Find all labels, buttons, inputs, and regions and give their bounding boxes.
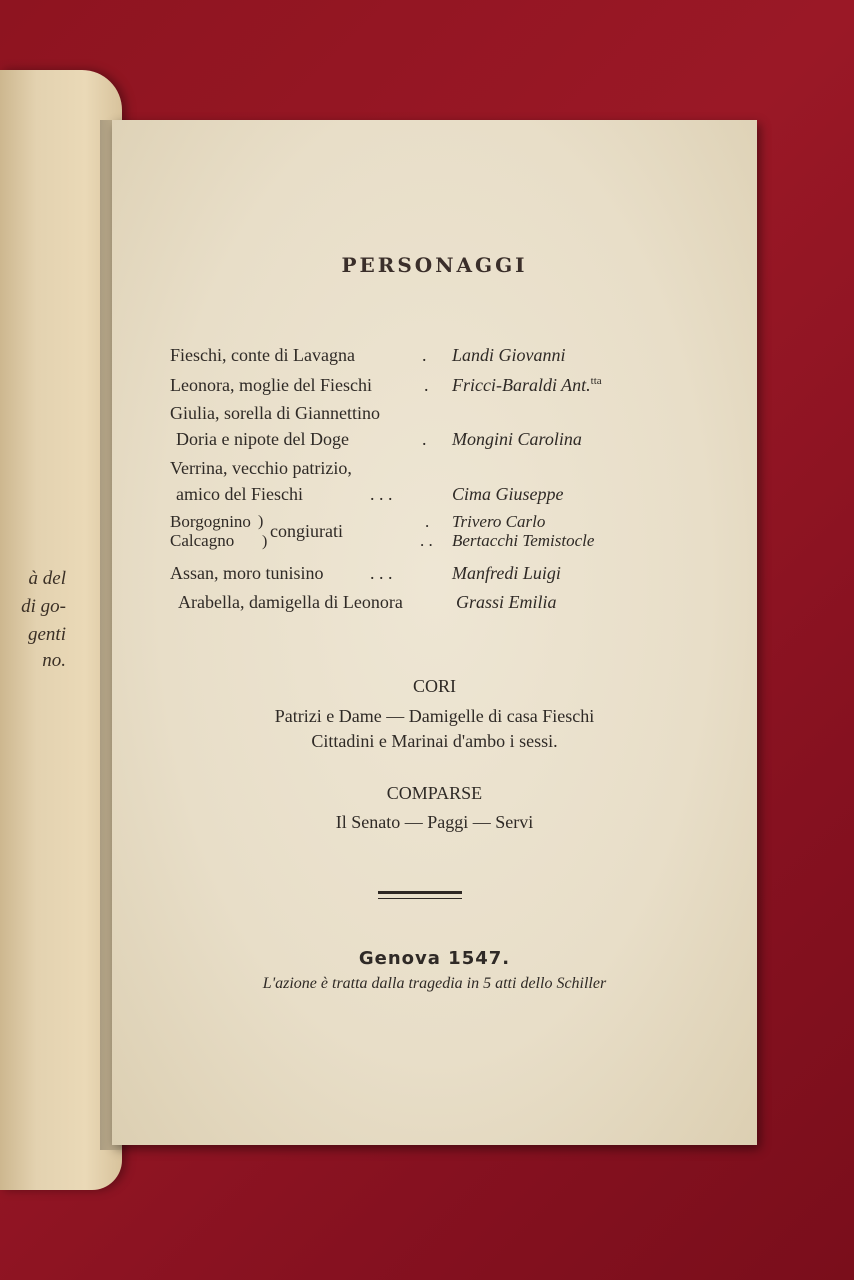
cast-actor: Bertacchi Temistocle: [452, 531, 595, 550]
cast-dots: . .: [420, 531, 433, 550]
cast-actor-sup: tta: [590, 375, 602, 387]
cast-role: Assan, moro tunisino: [170, 563, 324, 583]
comparse-line: Il Senato — Paggi — Servi: [335, 812, 534, 832]
cast-role: Calcagno: [170, 531, 235, 550]
cast-dots: . . .: [370, 484, 393, 504]
cast-role: Giulia, sorella di Giannettino: [170, 403, 380, 423]
comparse-heading: COMPARSE: [386, 783, 483, 803]
cast-actor: Cima Giuseppe: [452, 484, 564, 504]
cast-role: amico del Fieschi: [176, 484, 303, 504]
cast-actor: Landi Giovanni: [452, 345, 566, 365]
cast-role: Arabella, damigella di Leonora: [178, 592, 403, 612]
place-and-date: Genova 1547.: [358, 948, 511, 969]
cast-actor: Trivero Carlo: [452, 512, 546, 531]
cast-role: Leonora, moglie del Fieschi: [170, 375, 372, 395]
conspirators-label: congiurati: [270, 521, 343, 541]
page-title: PERSONAGGI: [341, 253, 528, 277]
cast-dots: .: [422, 345, 427, 365]
cast-actor: Grassi Emilia: [456, 592, 557, 612]
cori-heading: CORI: [412, 676, 456, 696]
cast-role: Borgognino: [170, 512, 251, 531]
cori-line: Cittadini e Marinai d'ambo i sessi.: [311, 731, 558, 751]
cast-role: Verrina, vecchio patrizio,: [170, 458, 352, 478]
cast-actor: Fricci-Baraldi Ant.$^{tta}$: [452, 375, 602, 395]
source-note: L'azione è tratta dalla tragedia in 5 atti dello Schiller: [262, 975, 607, 992]
cast-actor: Manfredi Luigi: [452, 563, 561, 583]
booklet-page: PERSONAGGI Fieschi, conte di Lavagna . Landi Giovanni Leonora, moglie del Fieschi . Fricci-Baraldi Ant.$^{tta}$ Giulia, sorella di Giannettino Doria e nipote del Doge . Mongini Carolina Verrina, vecchio patrizio, amico del Fieschi . . . Cima Giuseppe Borgognino . Trivero Carlo Calcagno . . Bertacchi Temistocle ) ) congiurati Assan, moro tunisino . . . Manfredi Luigi Arabella, damigella di Leonora Grassi Emilia CORI Patrizi e Dame — Damigelle di casa Fieschi Cittadini e Marinai d'ambo i sessi. COMPARSE Il Senato — Paggi — Servi Genova 1547. L'azione è tratta dalla tragedia in 5 atti dello Schiller: [112, 120, 757, 1145]
cast-role: Doria e nipote del Doge: [176, 429, 349, 449]
cast-dots: .: [422, 429, 427, 449]
left-page-fragment: genti: [28, 624, 66, 645]
left-page-fragment: di go-: [21, 596, 66, 617]
left-page-fragment: no.: [42, 650, 66, 671]
cast-role: Fieschi, conte di Lavagna: [170, 345, 355, 365]
cast-dots: . . .: [370, 563, 393, 583]
cast-dots: .: [425, 512, 430, 531]
ornamental-rule: [378, 891, 462, 899]
left-page-fragment: à del: [28, 568, 66, 589]
cast-actor: Mongini Carolina: [452, 429, 582, 449]
cast-dots: .: [424, 375, 429, 395]
cori-line: Patrizi e Dame — Damigelle di casa Fieschi: [274, 706, 595, 726]
